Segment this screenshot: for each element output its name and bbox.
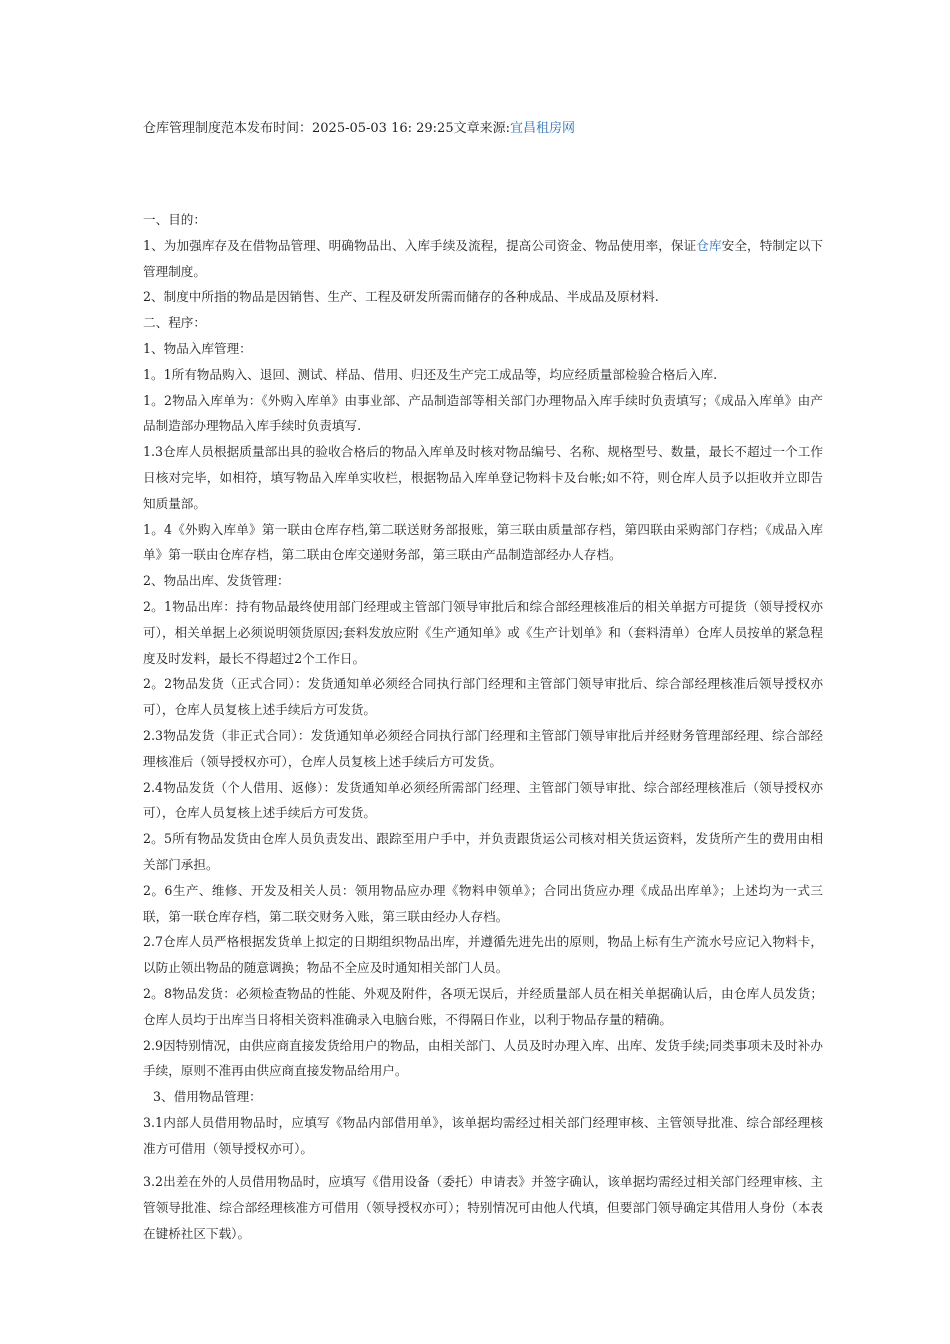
paragraph: 3.2出差在外的人员借用物品时，应填写《借用设备（委托）申请表》并签字确认，该单据均需经过相关部门经理审核、主管领导批准、综合部经理核准方可借用（领导授权亦可）；特别情况可由他人代填，但要部门领导确定其借用人身份（本表在键桥社区下载）。: [143, 1174, 823, 1242]
paragraph: 3.1内部人员借用物品时，应填写《物品内部借用单》，该单据均需经过相关部门经理审核、主管领导批准、综合部经理核准方可借用（领导授权亦可）。: [143, 1114, 823, 1156]
paragraph: 2.7仓库人员严格根据发货单上拟定的日期组织物品出库，并遵循先进先出的原则，物品上标有生产流水号应记入物料卡，以防止领出物品的随意调换；物品不全应及时通知相关部门人员。: [143, 934, 823, 976]
article-meta: 仓库管理制度范本发布时间：2025-05-03 16: 29:25文章来源:: [143, 121, 510, 136]
paragraph: 1、为加强库存及在借物品管理、明确物品出、入库手续及流程，提高公司资金、物品使用率，保证仓库安全，特制定以下管理制度。: [143, 237, 824, 279]
subsection-heading: 3、借用物品管理：: [153, 1089, 262, 1105]
paragraph: 1。2物品入库单为：《外购入库单》由事业部、产品制造部等相关部门办理物品入库手续时负责填写；《成品入库单》由产品制造部办理物品入库手续时负责填写.: [143, 392, 823, 434]
paragraph: 1。1所有物品购入、退回、测试、样品、借用、归还及生产完工成品等，均应经质量部检验合格后入库.: [143, 366, 718, 382]
paragraph: 2。5所有物品发货由仓库人员负责发出、跟踪至用户手中，并负责跟货运公司核对相关货运资料，发货所产生的费用由相关部门承担。: [143, 831, 823, 872]
subsection-heading: 1、物品入库管理：: [143, 340, 252, 356]
warehouse-link[interactable]: 仓库: [696, 237, 722, 253]
paragraph: 2。6生产、维修、开发及相关人员：领用物品应办理《物料申领单》；合同出货应办理《成品出库单》；上述均为一式三联，第一联仓库存档，第二联交财务入账，第三联由经办人存档。: [143, 882, 823, 924]
article-body: [143, 207, 823, 1247]
paragraph: 2.9因特别情况，由供应商直接发货给用户的物品，由相关部门、人员及时办理入库、出库、发货手续;同类事项未及时补办手续，原则不准再由供应商直接发物品给用户。: [143, 1037, 823, 1079]
paragraph: 2.4物品发货（个人借用、返修）：发货通知单必须经所需部门经理、主管部门领导审批、综合部经理核准后（领导授权亦可），仓库人员复核上述手续后方可发货。: [143, 779, 823, 821]
source-link[interactable]: 宜昌租房网: [509, 121, 575, 136]
section-heading: 一、目的：: [143, 212, 206, 227]
section-heading: 二、程序：: [143, 315, 206, 331]
paragraph: 2。1物品出库：持有物品最终使用部门经理或主管部门领导审批后和综合部经理核准后的相关单据方可提货（领导授权亦可），相关单据上必须说明领货原因;套料发放应附《生产通知单》或《生产计划单》和（套料清单）仓库人员按单的紧急程度及时发料，最长不得超过2个工作日。: [143, 598, 823, 666]
paragraph: 1。4《外购入库单》第一联由仓库存档,第二联送财务部报账，第三联由质量部存档，第四联由采购部门存档；《成品入库单》第一联由仓库存档，第二联由仓库交递财务部，第三联由产品制造部经办人存档。: [143, 521, 823, 563]
subsection-heading: 2、物品出库、发货管理：: [143, 573, 290, 589]
paragraph: 2、制度中所指的物品是因销售、生产、工程及研发所需而储存的各种成品、半成品及原材料.: [143, 289, 659, 305]
paragraph: 2。2物品发货（正式合同）：发货通知单必须经合同执行部门经理和主管部门领导审批后、综合部经理核准后领导授权亦可），仓库人员复核上述手续后方可发货。: [143, 676, 823, 718]
paragraph: 2。8物品发货：必须检查物品的性能、外观及附件，各项无误后，并经质量部人员在相关单据确认后，由仓库人员发货；仓库人员均于出库当日将相关资料准确录入电脑台账，不得隔日作业，以利于物品存量的精确。: [143, 985, 823, 1027]
paragraph: 1.3仓库人员根据质量部出具的验收合格后的物品入库单及时核对物品编号、名称、规格型号、数量，最长不超过一个工作日核对完毕，如相符，填写物品入库单实收栏，根据物品入库单登记物料卡及台帐;如不符，则仓库人员予以拒收并立即告知质量部。: [143, 444, 823, 511]
paragraph: 2.3物品发货（非正式合同）：发货通知单必须经合同执行部门经理和主管部门领导审批后并经财务管理部经理、综合部经理核准后（领导授权亦可），仓库人员复核上述手续后方可发货。: [143, 727, 823, 769]
article-header: [143, 119, 575, 139]
